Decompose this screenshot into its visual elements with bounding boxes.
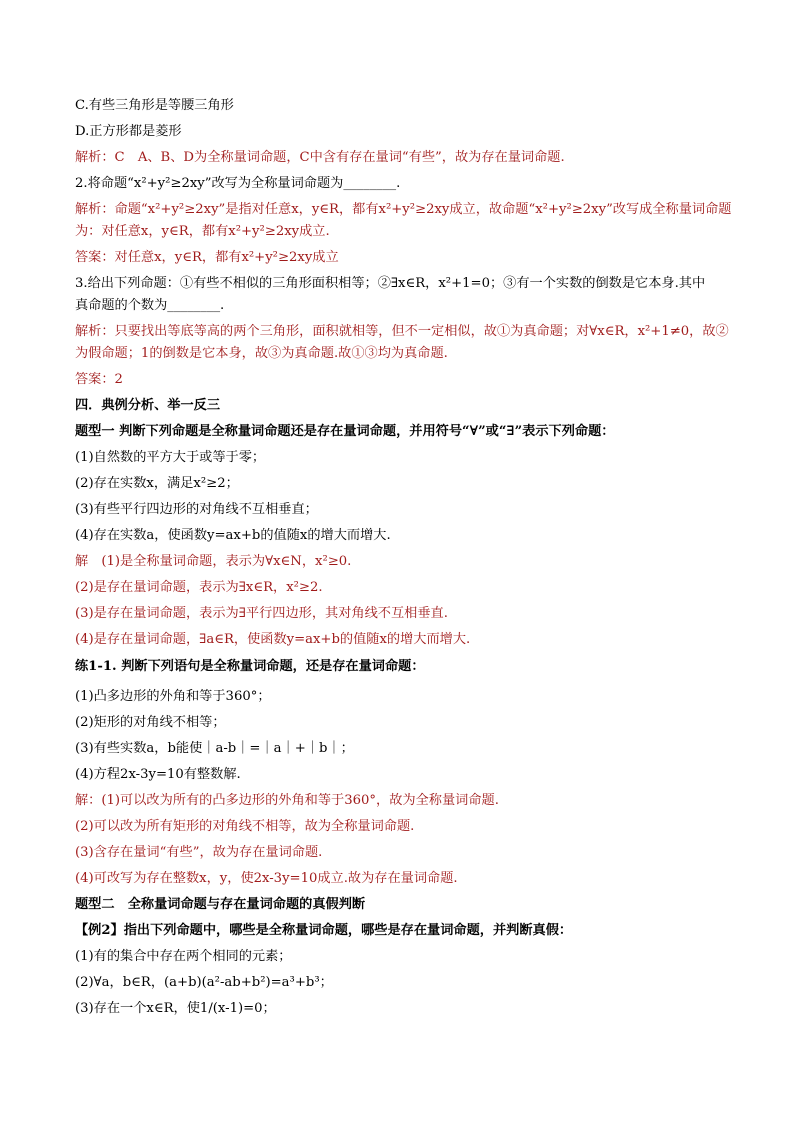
- exercise-item-1: (1)凸多边形的外角和等于360°；: [75, 689, 271, 704]
- answer-2: 答案：对任意x，y∈R，都有x²+y²≥2xy成立: [75, 250, 339, 265]
- section-heading: 四．典例分析、举一反三: [75, 398, 221, 413]
- document-page: [75, 97, 732, 1026]
- example-2-item-2: (2)∀a，b∈R，(a+b)(a²-ab+b²)=a³+b³；: [75, 975, 333, 990]
- exercise-solution-3: (3)含存在量词“有些”，故为存在量词命题.: [75, 845, 323, 860]
- question-2: 2.将命题“x²+y²≥2xy”改写为全称量词命题为________.: [75, 176, 401, 191]
- type-2-heading: 题型二 全称量词命题与存在量词命题的真假判断: [75, 897, 366, 912]
- example-2-heading: 【例2】指出下列命题中，哪些是全称量词命题，哪些是存在量词命题，并判断真假：: [75, 923, 573, 938]
- question-3-line-1: 3.给出下列命题：①有些不相似的三角形面积相等；②∃x∈R，x²+1=0；③有一个实数的倒数是它本身.其中: [75, 276, 706, 291]
- question-3-line-2: 真命题的个数为________.: [75, 298, 225, 313]
- exercise-item-3: (3)有些实数a，b能使｜a-b｜=｜a｜+｜b｜；: [75, 741, 354, 756]
- solution-4: (4)是存在量词命题，∃a∈R，使函数y=ax+b的值随x的增大而增大.: [75, 632, 471, 647]
- exercise-solution-2: (2)可以改为所有矩形的对角线不相等，故为全称量词命题.: [75, 819, 415, 834]
- option-c: C.有些三角形是等腰三角形: [75, 98, 234, 113]
- solution-3: (3)是存在量词命题，表示为∃平行四边形，其对角线不互相垂直.: [75, 606, 448, 621]
- example-2-item-3: (3)存在一个x∈R，使1/(x-1)=0；: [75, 1001, 276, 1016]
- answer-3: 答案：2: [75, 372, 123, 387]
- exercise-item-2: (2)矩形的对角线不相等；: [75, 715, 226, 730]
- analysis-3-line-2: 为假命题；1的倒数是它本身，故③为真命题.故①③均为真命题.: [75, 346, 448, 361]
- type-1-item-2: (2)存在实数x，满足x²≥2；: [75, 476, 239, 491]
- solution-1: 解 (1)是全称量词命题，表示为∀x∈N，x²≥0.: [75, 554, 352, 569]
- type-1-item-3: (3)有些平行四边形的对角线不互相垂直；: [75, 502, 318, 517]
- exercise-solution-4: (4)可改写为存在整数x，y，使2x-3y=10成立.故为存在量词命题.: [75, 871, 458, 886]
- type-1-item-4: (4)存在实数a，使函数y=ax+b的值随x的增大而增大.: [75, 528, 391, 543]
- option-d: D.正方形都是菱形: [75, 124, 182, 139]
- solution-2: (2)是存在量词命题，表示为∃x∈R，x²≥2.: [75, 580, 323, 595]
- example-2-item-1: (1)有的集合中存在两个相同的元素；: [75, 949, 292, 964]
- analysis-3-line-1: 解析：只要找出等底等高的两个三角形，面积就相等，但不一定相似，故①为真命题；对∀x∈R，x²+1≠0，故②: [75, 324, 729, 339]
- exercise-solution-1: 解：(1)可以改为所有的凸多边形的外角和等于360°，故为全称量词命题.: [75, 793, 499, 808]
- type-1-item-1: (1)自然数的平方大于或等于零；: [75, 450, 266, 465]
- exercise-1-1-heading: 练1-1. 判断下列语句是全称量词命题，还是存在量词命题：: [75, 659, 425, 674]
- analysis-2-line-1: 解析：命题“x²+y²≥2xy”是指对任意x，y∈R，都有x²+y²≥2xy成立，故命题“x²+y²≥2xy”改写成全称量词命题: [75, 202, 732, 217]
- type-1-heading: 题型一 判断下列命题是全称量词命题还是存在量词命题，并用符号“∀”或“∃”表示下列命题：: [75, 424, 615, 439]
- analysis-1: 解析：C A、B、D为全称量词命题，C中含有存在量词“有些”，故为存在量词命题.: [75, 150, 565, 165]
- exercise-item-4: (4)方程2x-3y=10有整数解.: [75, 767, 241, 782]
- analysis-2-line-2: 为：对任意x，y∈R，都有x²+y²≥2xy成立.: [75, 224, 330, 239]
